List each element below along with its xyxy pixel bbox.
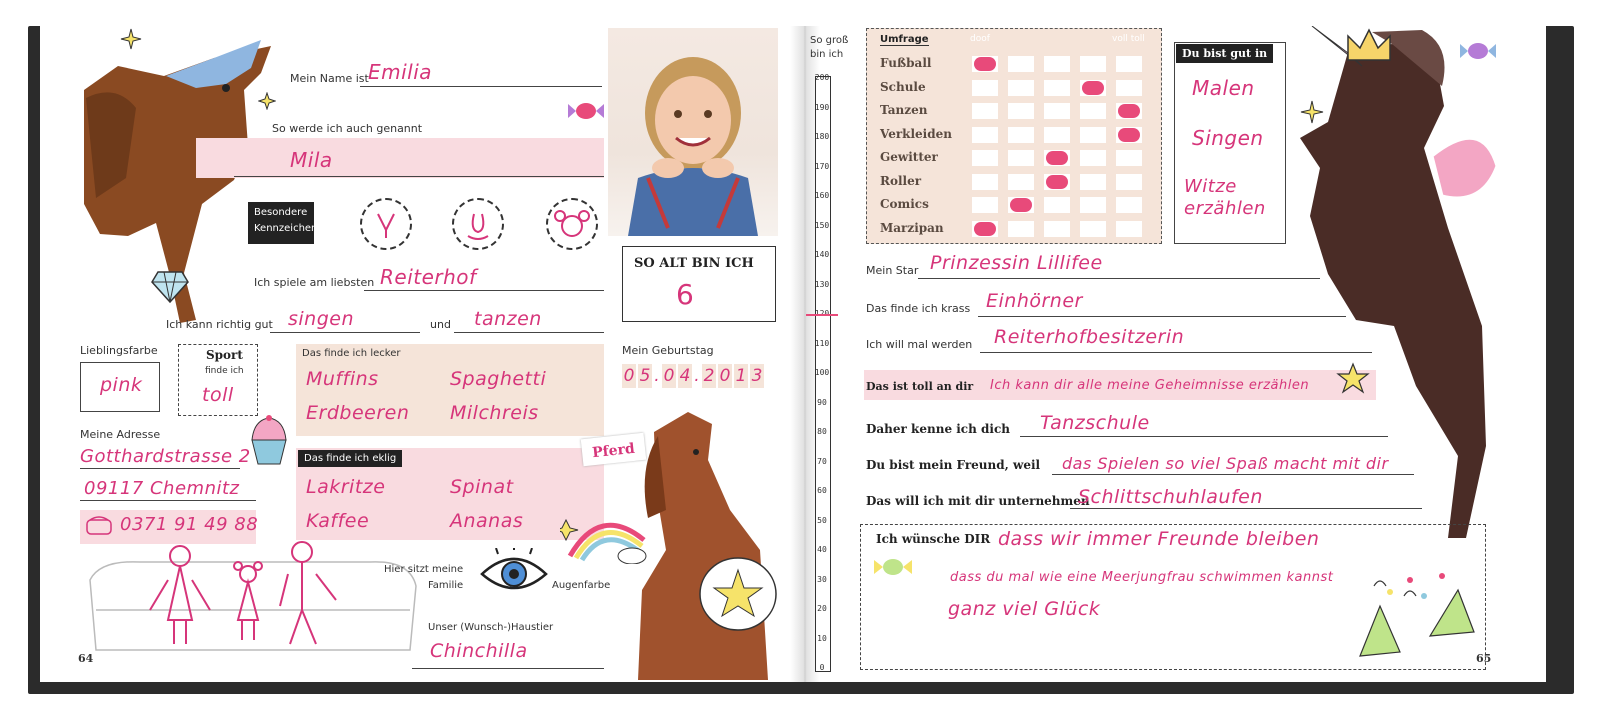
survey-cell[interactable] — [1116, 56, 1142, 72]
survey-item-label: Fußball — [880, 56, 932, 70]
survey-rating-dot — [1046, 175, 1068, 189]
fav-color-value[interactable]: pink — [100, 374, 143, 396]
know-label: Daher kenne ich dich — [866, 422, 1010, 436]
survey-item-label: Tanzen — [880, 103, 928, 117]
eye-icon — [478, 548, 550, 598]
tasty-item[interactable]: Erdbeeren — [306, 402, 410, 424]
tasty-item[interactable]: Milchreis — [450, 402, 539, 424]
good-at-label: Ich kann richtig gut — [166, 318, 273, 331]
name-line — [360, 86, 602, 87]
survey-cell[interactable] — [1008, 56, 1034, 72]
birthday-digit: 0 — [663, 366, 675, 386]
great-label: Das ist toll an dir — [866, 380, 974, 393]
good-at-item[interactable]: Witze erzählen — [1184, 176, 1266, 219]
cool-line — [978, 316, 1346, 317]
ruler-tick-label: 140 — [814, 250, 830, 259]
ruler-tick-label: 100 — [814, 368, 830, 377]
fav-color-label: Lieblingsfarbe — [80, 344, 158, 357]
star-bubble-icon — [694, 552, 780, 634]
survey-cell[interactable] — [1080, 56, 1106, 72]
survey-item-label: Roller — [880, 173, 922, 188]
survey-cell[interactable] — [1008, 127, 1034, 143]
ruler-tick-label: 70 — [817, 456, 827, 466]
address-line-2 — [80, 500, 256, 501]
good-at-title: Du bist gut in — [1176, 44, 1273, 63]
survey-cell[interactable] — [1044, 103, 1070, 119]
survey-cell[interactable] — [1116, 80, 1142, 96]
survey-cell[interactable] — [1044, 197, 1070, 213]
birthday-digit: 0 — [623, 366, 635, 386]
address-line-1 — [80, 468, 240, 469]
address-street[interactable]: Gotthardstrasse 2 — [80, 446, 251, 467]
feature-circle-1[interactable] — [360, 198, 412, 250]
yucky-item[interactable]: Ananas — [450, 510, 524, 532]
ruler-tick-label: 150 — [814, 220, 830, 230]
ruler-tick-label: 50 — [817, 515, 827, 525]
ruler-tick-label: 0 — [819, 663, 825, 672]
survey-rating-dot — [974, 57, 996, 71]
feature-circle-2[interactable] — [452, 198, 504, 250]
party-hats-icon — [1350, 566, 1480, 662]
friend-line — [1052, 474, 1414, 475]
survey-rating-dot — [1046, 151, 1068, 165]
good-at-item[interactable]: Malen — [1192, 76, 1255, 100]
survey-cell[interactable] — [1080, 127, 1106, 143]
sparkle-icon — [120, 28, 142, 50]
ruler-tick-label: 10 — [817, 633, 827, 643]
address-city[interactable]: 09117 Chemnitz — [84, 478, 240, 499]
know-value[interactable]: Tanzschule — [1040, 412, 1150, 434]
survey-cell[interactable] — [1044, 56, 1070, 72]
survey-rating-dot — [1118, 128, 1140, 142]
survey-cell[interactable] — [1116, 197, 1142, 213]
yucky-item[interactable]: Spinat — [450, 476, 514, 498]
nickname-band — [196, 138, 604, 178]
ruler-tick-label: 190 — [814, 102, 830, 112]
survey-rating-dot — [1010, 198, 1032, 212]
pet-line — [412, 668, 604, 669]
birthday-digits[interactable] — [622, 364, 764, 390]
survey-cell[interactable] — [1116, 221, 1142, 237]
name-label: Mein Name ist — [290, 72, 369, 85]
birthday-digit: 5 — [639, 366, 651, 386]
become-line — [980, 352, 1372, 353]
ruler-tick-label: 40 — [817, 545, 827, 554]
survey-rating-dot — [974, 222, 996, 236]
great-value[interactable]: Ich kann dir alle meine Geheimnisse erzählen — [990, 378, 1310, 393]
survey-cell[interactable] — [972, 174, 998, 190]
feature-circle-3[interactable] — [546, 198, 598, 250]
nose-icon — [454, 200, 502, 248]
survey-cell[interactable] — [972, 127, 998, 143]
survey-cell[interactable] — [1116, 150, 1142, 166]
candy-icon — [1458, 36, 1498, 66]
survey-item-label: Marzipan — [880, 220, 944, 235]
birthday-separator: . — [694, 366, 700, 386]
survey-cell[interactable] — [1044, 221, 1070, 237]
sport-value[interactable]: toll — [202, 384, 234, 406]
cool-label: Das finde ich krass — [866, 302, 971, 315]
and-label: und — [430, 318, 451, 331]
family-sofa-drawing — [80, 540, 420, 670]
survey-rating-dot — [1082, 81, 1104, 95]
play-line — [364, 290, 604, 291]
family-label: Hier sitzt meine Familie — [384, 564, 464, 591]
good-at-value-2[interactable]: tanzen — [474, 308, 542, 330]
survey-cell[interactable] — [1008, 221, 1034, 237]
survey-cell[interactable] — [1008, 174, 1034, 190]
page-number-left: 64 — [78, 652, 94, 665]
survey-item-label: Verkleiden — [880, 126, 952, 141]
height-marker[interactable] — [806, 314, 838, 316]
star-value[interactable]: Prinzessin Lillifee — [930, 252, 1103, 274]
birthday-label: Mein Geburtstag — [622, 344, 714, 357]
survey-item-label: Comics — [880, 197, 929, 211]
pet-label: Unser (Wunsch-)Haustier — [428, 622, 554, 633]
ruler-tick-label: 80 — [817, 427, 827, 436]
tooth-icon — [362, 200, 410, 248]
tasty-item[interactable]: Spaghetti — [450, 368, 547, 390]
yucky-item[interactable]: Kaffee — [306, 510, 370, 532]
ruler-tick-label: 170 — [814, 161, 830, 171]
pet-value[interactable]: Chinchilla — [430, 640, 528, 662]
survey-cell[interactable] — [1080, 174, 1106, 190]
survey-cell[interactable] — [1044, 127, 1070, 143]
survey-cell[interactable] — [1080, 150, 1106, 166]
play-label: Ich spiele am liebsten — [254, 276, 375, 289]
birthday-separator: . — [654, 366, 660, 386]
yucky-label: Das finde ich eklig — [298, 450, 402, 467]
good-at-line-1 — [270, 332, 420, 333]
cool-value[interactable]: Einhörner — [986, 290, 1083, 312]
sparkle-icon — [258, 92, 276, 110]
know-line — [1020, 436, 1388, 437]
survey-cell[interactable] — [1008, 80, 1034, 96]
ruler-title: So groß bin ich — [810, 35, 849, 60]
name-value[interactable]: Emilia — [368, 60, 433, 84]
rainbow-icon — [560, 500, 650, 564]
together-line — [1070, 508, 1422, 509]
candy-icon — [872, 552, 914, 582]
survey-cell[interactable] — [1080, 103, 1106, 119]
crown-icon — [1344, 26, 1394, 64]
birthday-digit: 4 — [679, 366, 691, 386]
survey-item-label: Gewitter — [880, 150, 938, 164]
together-label: Das will ich mit dir unternehmen — [866, 494, 1090, 508]
phone-value[interactable]: 0371 91 49 88 — [120, 514, 259, 535]
good-at-item[interactable]: Singen — [1192, 126, 1264, 150]
survey-cell[interactable] — [1116, 174, 1142, 190]
survey-cell[interactable] — [1008, 103, 1034, 119]
survey-cell[interactable] — [972, 197, 998, 213]
survey-cell[interactable] — [1008, 150, 1034, 166]
star-line — [918, 278, 1320, 279]
star-icon — [1336, 362, 1370, 394]
diamond-icon — [150, 268, 190, 304]
survey-cell[interactable] — [972, 103, 998, 119]
ruler-tick-label: 130 — [814, 279, 830, 289]
phone-icon — [84, 514, 114, 538]
together-value[interactable]: Schlittschuhlaufen — [1078, 486, 1263, 508]
child-portrait-icon — [608, 28, 778, 236]
ruler-tick-label: 60 — [817, 486, 827, 495]
girl-face-icon — [548, 200, 596, 248]
sparkle-icon — [1300, 100, 1324, 124]
ruler-tick-label: 90 — [817, 397, 827, 407]
tasty-label: Das finde ich lecker — [302, 348, 401, 359]
birthday-digit: 0 — [719, 366, 731, 386]
wish-item[interactable]: dass wir immer Freunde bleiben — [998, 528, 1320, 550]
survey-cell[interactable] — [1044, 80, 1070, 96]
ruler-tick-label: 30 — [817, 574, 827, 584]
wish-label: Ich wünsche DIR — [876, 532, 991, 546]
ruler-tick-label: 120 — [814, 309, 830, 318]
friend-label: Du bist mein Freund, weil — [866, 458, 1041, 472]
ruler-tick-label: 20 — [817, 604, 827, 613]
ruler-tick-label: 180 — [814, 132, 830, 141]
cupcake-icon — [246, 414, 292, 468]
scale-low-label: doof — [970, 34, 990, 44]
play-value[interactable]: Reiterhof — [380, 265, 477, 289]
wish-item[interactable]: dass du mal wie eine Meerjungfrau schwimmen kannst — [950, 570, 1334, 585]
good-at-value-1[interactable]: singen — [288, 308, 355, 330]
tasty-item[interactable]: Muffins — [306, 368, 379, 390]
survey-cell[interactable] — [1080, 221, 1106, 237]
candy-icon — [566, 96, 606, 126]
address-label: Meine Adresse — [80, 428, 161, 441]
birthday-digit: 1 — [735, 366, 747, 386]
nickname-line — [234, 176, 604, 177]
birthday-digit: 3 — [751, 366, 763, 386]
eye-color-label: Augenfarbe — [552, 580, 611, 591]
survey-cell[interactable] — [972, 150, 998, 166]
age-value[interactable]: 6 — [676, 278, 695, 311]
good-at-line-2 — [454, 332, 604, 333]
survey-label: Umfrage — [880, 34, 929, 45]
nickname-label: So werde ich auch genannt — [272, 122, 423, 135]
ruler-tick-label: 110 — [814, 338, 830, 348]
sport-label: Sport — [206, 348, 243, 362]
ruler-tick-label: 160 — [814, 191, 830, 200]
sport-sub-label: finde ich — [205, 366, 244, 376]
star-label: Mein Star — [866, 264, 919, 277]
become-value[interactable]: Reiterhofbesitzerin — [994, 326, 1185, 348]
nickname-value[interactable]: Mila — [290, 148, 333, 172]
become-label: Ich will mal werden — [866, 338, 973, 351]
survey-cell[interactable] — [1080, 197, 1106, 213]
friend-value[interactable]: das Spielen so viel Spaß macht mit dir — [1062, 454, 1389, 473]
ruler-tick-label: 200 — [814, 73, 830, 82]
survey-item-label: Schule — [880, 79, 926, 94]
yucky-item[interactable]: Lakritze — [306, 476, 386, 498]
survey-cell[interactable] — [972, 80, 998, 96]
birthday-digit: 2 — [703, 366, 715, 386]
horse-label: Pferd — [591, 440, 636, 462]
page-number-right: 65 — [1476, 652, 1492, 665]
child-photo — [608, 28, 778, 236]
features-tag: Besondere Kennzeichen — [248, 202, 314, 244]
age-title: SO ALT BIN ICH — [634, 256, 754, 271]
wish-item[interactable]: ganz viel Glück — [948, 598, 1101, 620]
scale-high-label: voll toll — [1112, 34, 1145, 44]
survey-rating-dot — [1118, 104, 1140, 118]
